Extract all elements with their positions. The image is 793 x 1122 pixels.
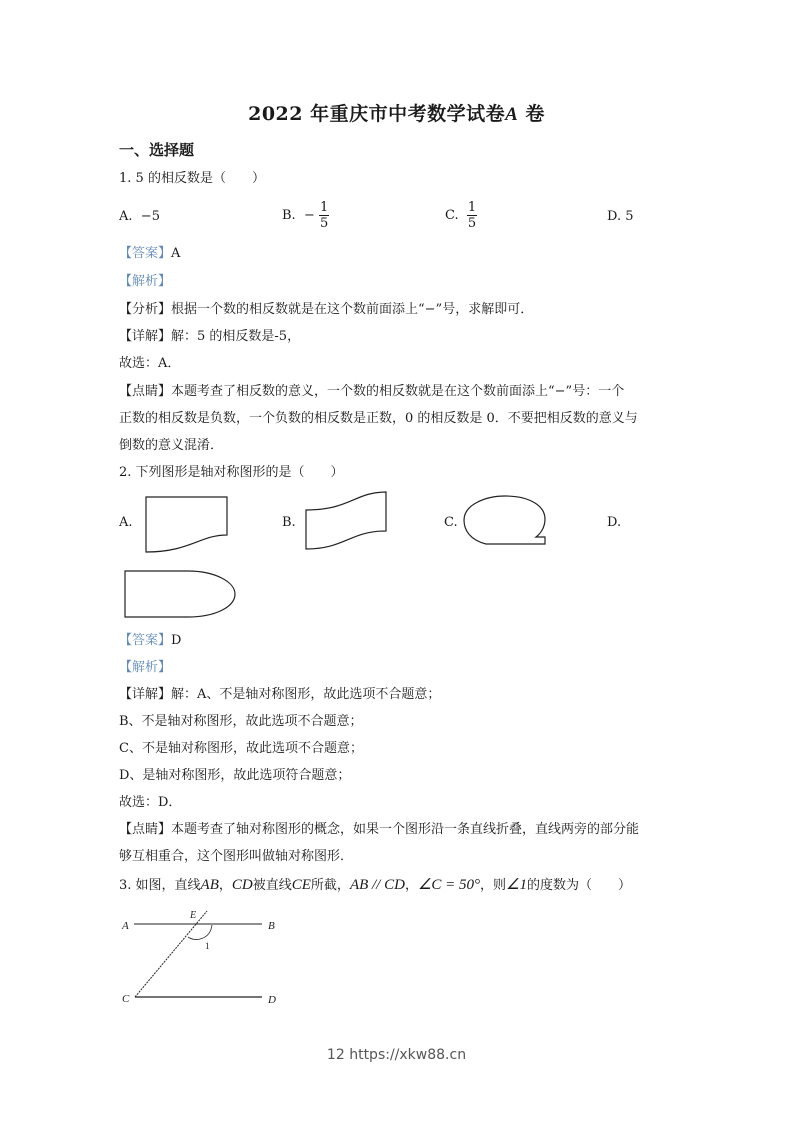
q1-comment-line-3: 倒数的意义混淆． <box>119 438 224 453</box>
title-suffix: 卷 <box>518 103 545 125</box>
detail-line: 解：A、不是轴对称图形，故此选项不合题意； <box>171 687 441 702</box>
math-cd: CD <box>231 877 253 893</box>
option-value: −5 <box>140 209 160 224</box>
detail-text: 解：5 的相反数是-5， <box>171 329 301 344</box>
answer-tag: 【答案】 <box>119 633 172 648</box>
page-number: 12 <box>326 1047 345 1063</box>
q2-option-c-label: C. <box>444 515 458 530</box>
q2-detail-line-c: C、不是轴对称图形，故此选项不合题意； <box>119 741 363 756</box>
label-b: B <box>268 920 275 932</box>
math-angle-1: ∠1 <box>506 877 527 893</box>
math-ce: CE <box>291 877 311 893</box>
label-angle-1: 1 <box>205 941 210 951</box>
label-c: C <box>122 993 130 1005</box>
q1-choose: 故选：A． <box>119 356 181 371</box>
numerator: 1 <box>467 200 477 215</box>
fenxi-text: 根据一个数的相反数就是在这个数前面添上“−”号，求解即可． <box>171 302 534 317</box>
stem-text: 所截， <box>310 878 350 893</box>
q1-comment-line-2: 正数的相反数是负数，一个负数的相反数是正数，0 的相反数是 0．不要把相反数的意义与 <box>119 411 638 426</box>
q2-analysis-tag: 【解析】 <box>119 660 172 675</box>
q3-figure <box>121 910 276 1006</box>
option-label: B. <box>282 208 296 223</box>
section-heading: 一、选择题 <box>119 141 195 159</box>
stem-text: 的度数为（ ） <box>527 878 632 893</box>
shape-c <box>464 496 545 544</box>
q2-stem: 2. 下列图形是轴对称图形的是（ ） <box>119 465 344 480</box>
title-text: 2022 年重庆市中考数学试卷 <box>248 103 506 125</box>
q2-comment <box>119 821 639 839</box>
shape-d <box>125 571 235 617</box>
comment-line: 本题考查了相反数的意义，一个数的相反数就是在这个数前面添上“−”号：一个 <box>171 384 625 399</box>
stem-text: 被直线 <box>252 878 292 893</box>
q2-detail <box>119 686 440 704</box>
q2-answer <box>119 632 181 650</box>
minus-sign: − <box>303 208 315 223</box>
q2-comment-line-2: 够互相重合，这个图形叫做轴对称图形． <box>119 849 354 864</box>
fenxi-tag: 【分析】 <box>119 302 172 317</box>
answer-tag: 【答案】 <box>119 246 172 261</box>
shape-b <box>306 492 386 549</box>
comment-tag: 【点睛】 <box>119 384 172 399</box>
q1-analysis-tag: 【解析】 <box>119 274 172 289</box>
option-label: C. <box>445 208 459 223</box>
detail-tag: 【详解】 <box>119 329 172 344</box>
stem-text: ，则 <box>480 878 507 893</box>
numerator: 1 <box>320 200 329 215</box>
denominator: 5 <box>320 216 329 231</box>
option-label: D. <box>607 209 622 224</box>
answer-value: D <box>171 633 182 648</box>
math-angle-c: ∠C = 50° <box>417 877 481 893</box>
denominator: 5 <box>467 216 477 231</box>
label-a: A <box>122 920 129 932</box>
shape-a <box>146 497 227 552</box>
footer-url: https://xkw88.cn <box>349 1047 467 1063</box>
stem-text: ， <box>218 878 232 893</box>
page-footer <box>0 1047 793 1063</box>
q2-choose: 故选：D． <box>119 795 182 810</box>
q2-option-a-label: A. <box>119 515 133 530</box>
title-italic: A <box>505 104 519 125</box>
math-parallel: AB // CD <box>349 877 405 893</box>
label-d: D <box>268 994 276 1006</box>
stem-text: ， <box>404 878 418 893</box>
label-e: E <box>190 910 197 921</box>
detail-tag: 【详解】 <box>119 687 172 702</box>
option-label: A. <box>119 209 133 224</box>
q2-detail-line-b: B、不是轴对称图形，故此选项不合题意； <box>119 714 363 729</box>
q2-option-b-label: B. <box>282 515 296 530</box>
q3-stem <box>119 876 631 895</box>
comment-tag: 【点睛】 <box>119 822 172 837</box>
q1-stem: 1. 5 的相反数是（ ） <box>119 171 265 186</box>
comment-line: 本题考查了轴对称图形的概念，如果一个图形沿一条直线折叠，直线两旁的部分能 <box>171 822 640 837</box>
answer-value: A <box>171 246 181 261</box>
q2-detail-line-d: D、是轴对称图形，故此选项符合题意； <box>119 768 351 783</box>
option-value: 5 <box>625 209 634 224</box>
stem-text: 3. 如图，直线 <box>119 878 201 893</box>
math-ab: AB <box>200 877 219 893</box>
q2-option-d-label: D. <box>607 515 622 530</box>
